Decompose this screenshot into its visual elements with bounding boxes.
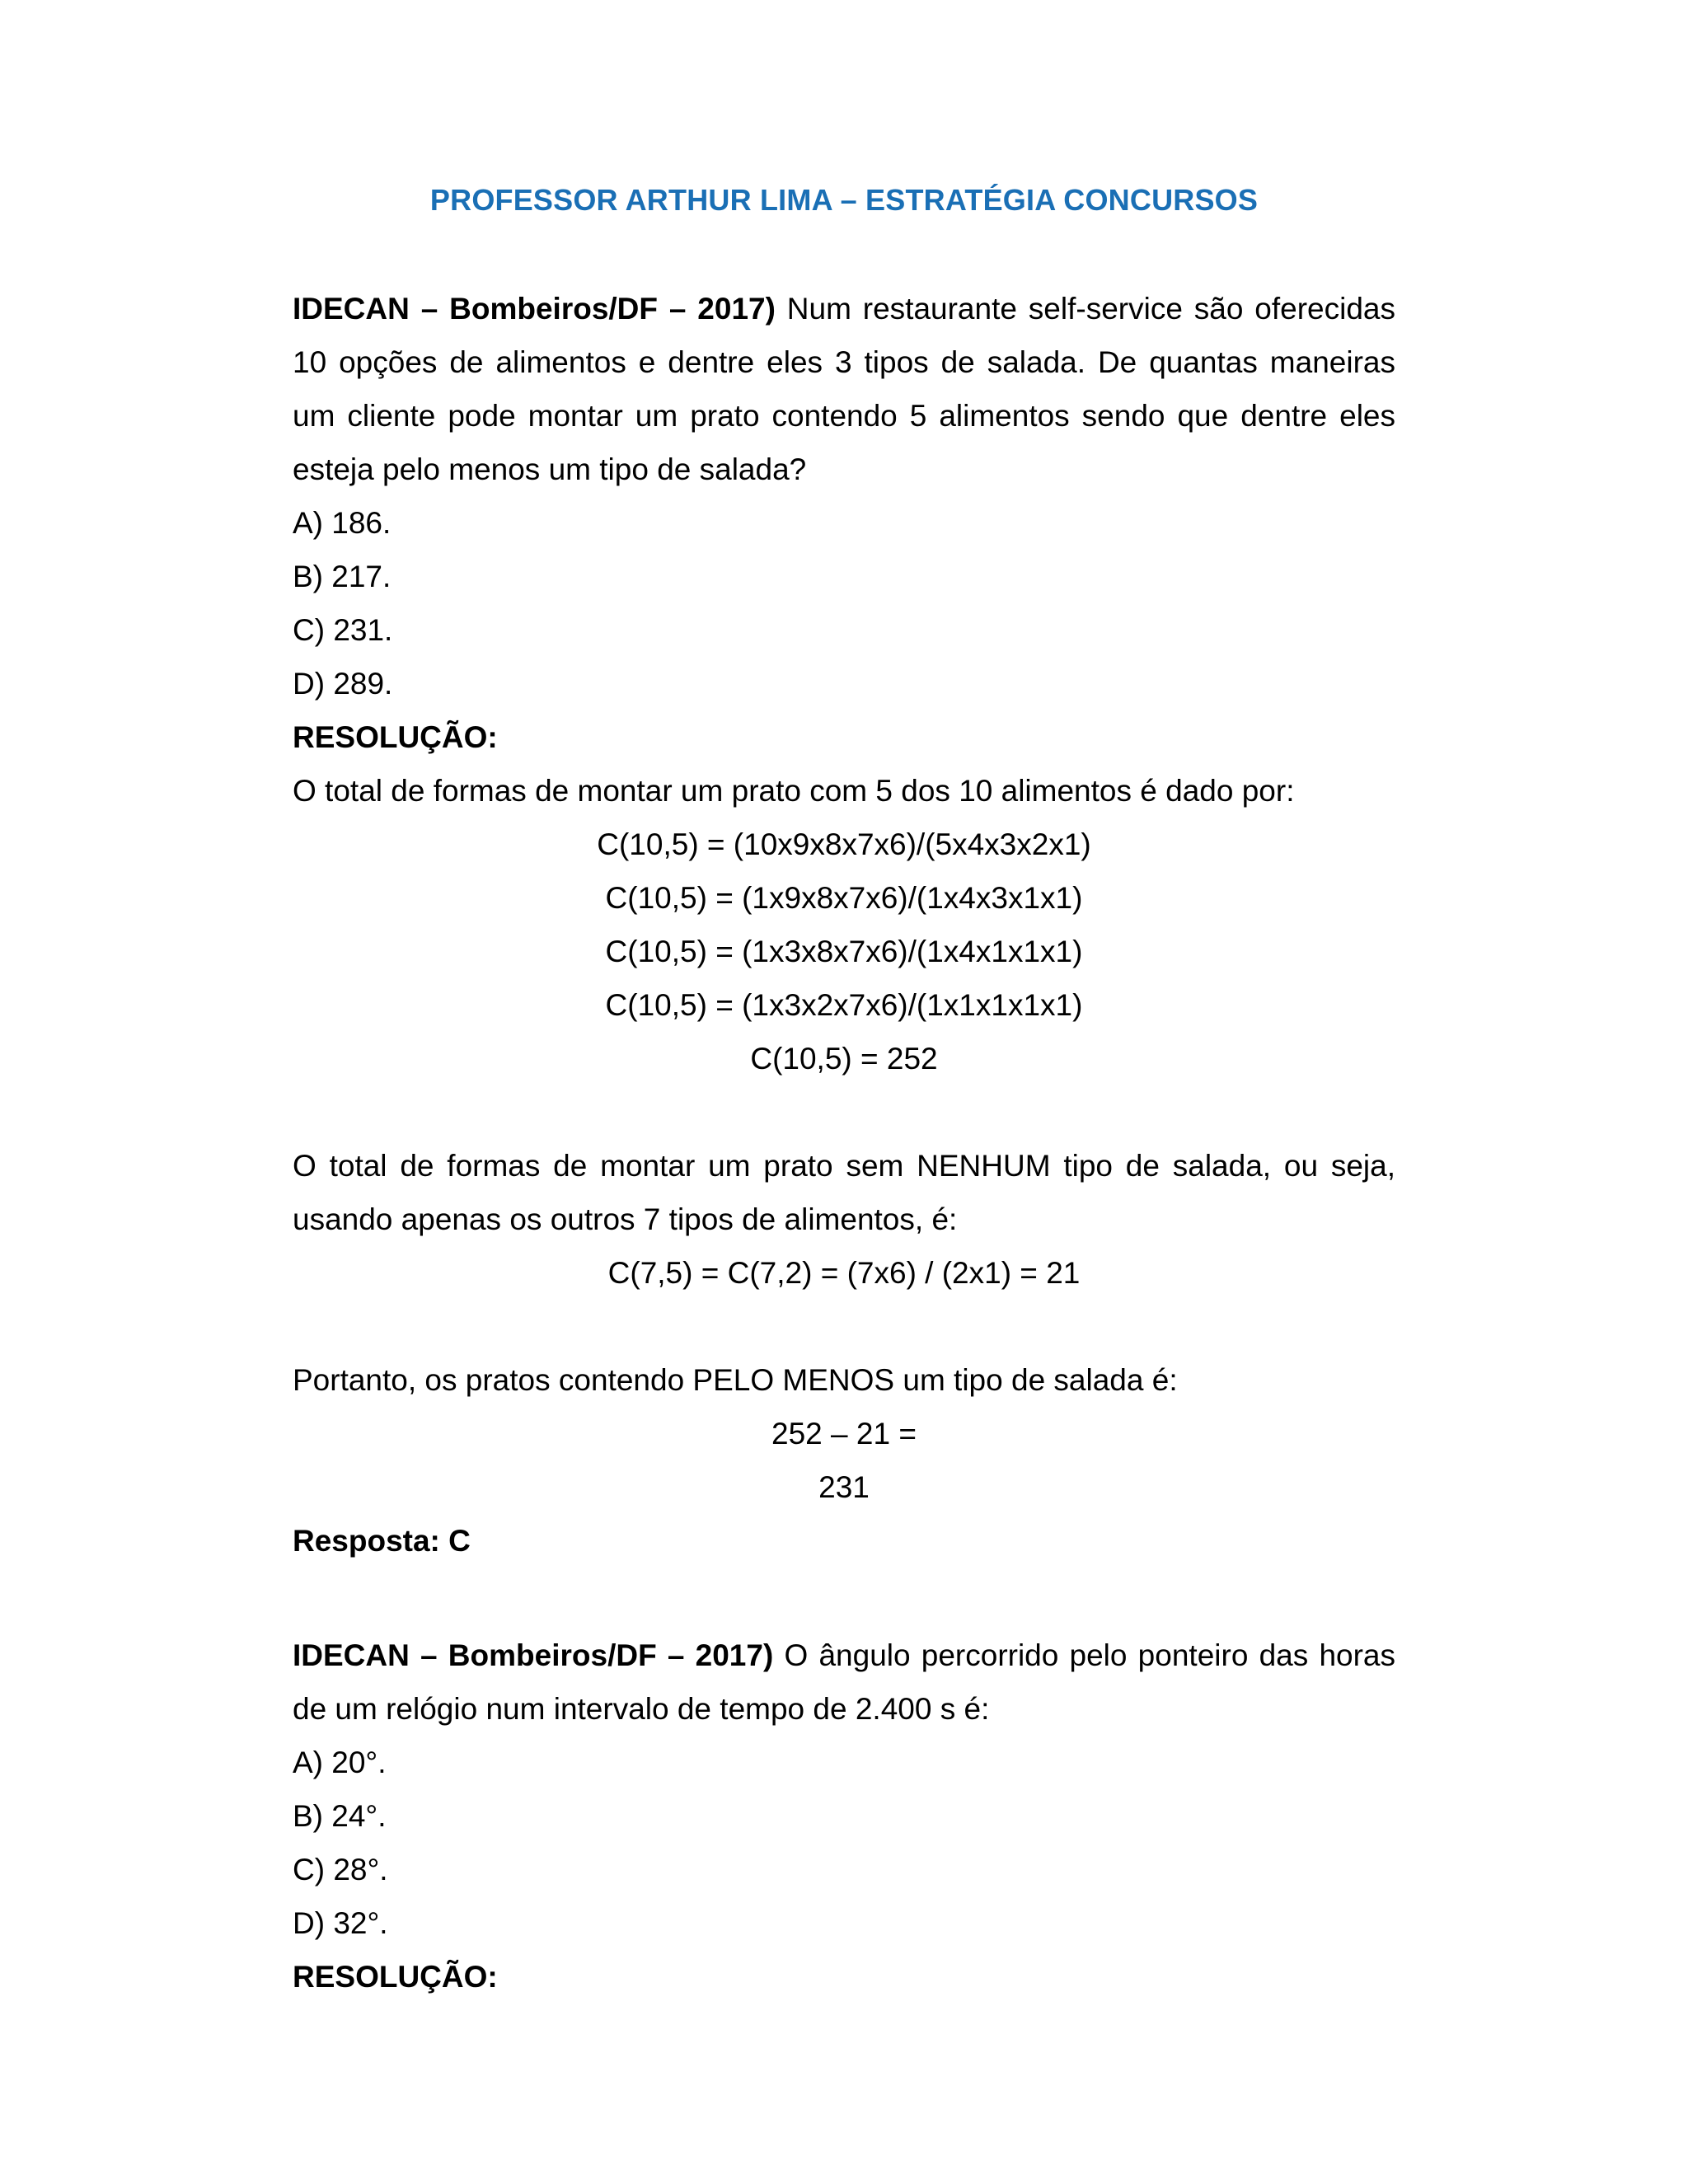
- question-1-statement: [293, 282, 1395, 496]
- question-2-resolution-label: RESOLUÇÃO:: [293, 1960, 498, 1994]
- formula-line: C(10,5) = (10x9x8x7x6)/(5x4x3x2x1): [597, 827, 1091, 861]
- formula-line: C(10,5) = 252: [750, 1042, 938, 1076]
- question-1-option-b: B) 217.: [293, 560, 392, 593]
- question-2-option-c: C) 28°.: [293, 1853, 388, 1886]
- formula-line: C(7,5) = C(7,2) = (7x6) / (2x1) = 21: [607, 1256, 1081, 1290]
- question-1-option-d: D) 289.: [293, 667, 393, 701]
- page-header: PROFESSOR ARTHUR LIMA – ESTRATÉGIA CONCURSOS: [429, 183, 1259, 217]
- spacer: [293, 1085, 1395, 1139]
- formula-line: C(10,5) = (1x3x8x7x6)/(1x4x1x1x1): [605, 935, 1083, 968]
- question-2-text: O ângulo percorrido pelo ponteiro das horas de um relógio num intervalo de tempo de 2.400 s é:: [293, 1638, 1395, 1726]
- question-2-source: IDECAN – Bombeiros/DF – 2017): [293, 1638, 774, 1672]
- question-2-statement: [293, 1629, 1395, 1736]
- resolution-text-1: O total de formas de montar um prato com 5 dos 10 alimentos é dado por:: [293, 774, 1295, 808]
- formula-line: 252 – 21 =: [771, 1417, 917, 1451]
- formula-line: 231: [818, 1470, 870, 1504]
- question-2-option-a: A) 20°.: [293, 1746, 387, 1779]
- question-1-option-c: C) 231.: [293, 613, 393, 647]
- question-1-answer: Resposta: C: [293, 1524, 471, 1558]
- question-1-source: IDECAN – Bombeiros/DF – 2017): [293, 292, 776, 326]
- spacer: [293, 1300, 1395, 1353]
- resolution-text-3: Portanto, os pratos contendo PELO MENOS um tipo de salada é:: [293, 1363, 1178, 1397]
- formula-line: C(10,5) = (1x3x2x7x6)/(1x1x1x1x1): [605, 988, 1083, 1022]
- question-1-resolution-label: RESOLUÇÃO:: [293, 720, 498, 754]
- question-1-text: Num restaurante self-service são oferecidas 10 opções de alimentos e dentre eles 3 tipos de salada. De quantas maneiras um cliente pode montar um prato contendo 5 alimentos sendo que dentre eles esteja pelo menos um tipo de salada?: [293, 292, 1395, 486]
- resolution-text-2: O total de formas de montar um prato sem NENHUM tipo de salada, ou seja, usando apenas os outros 7 tipos de alimentos, é:: [293, 1149, 1395, 1236]
- formula-line: C(10,5) = (1x9x8x7x6)/(1x4x3x1x1): [605, 881, 1083, 915]
- question-2-option-b: B) 24°.: [293, 1799, 387, 1833]
- question-1-option-a: A) 186.: [293, 506, 392, 540]
- question-2: [293, 1629, 1395, 2004]
- question-2-option-d: D) 32°.: [293, 1906, 388, 1940]
- question-1: [293, 282, 1395, 1568]
